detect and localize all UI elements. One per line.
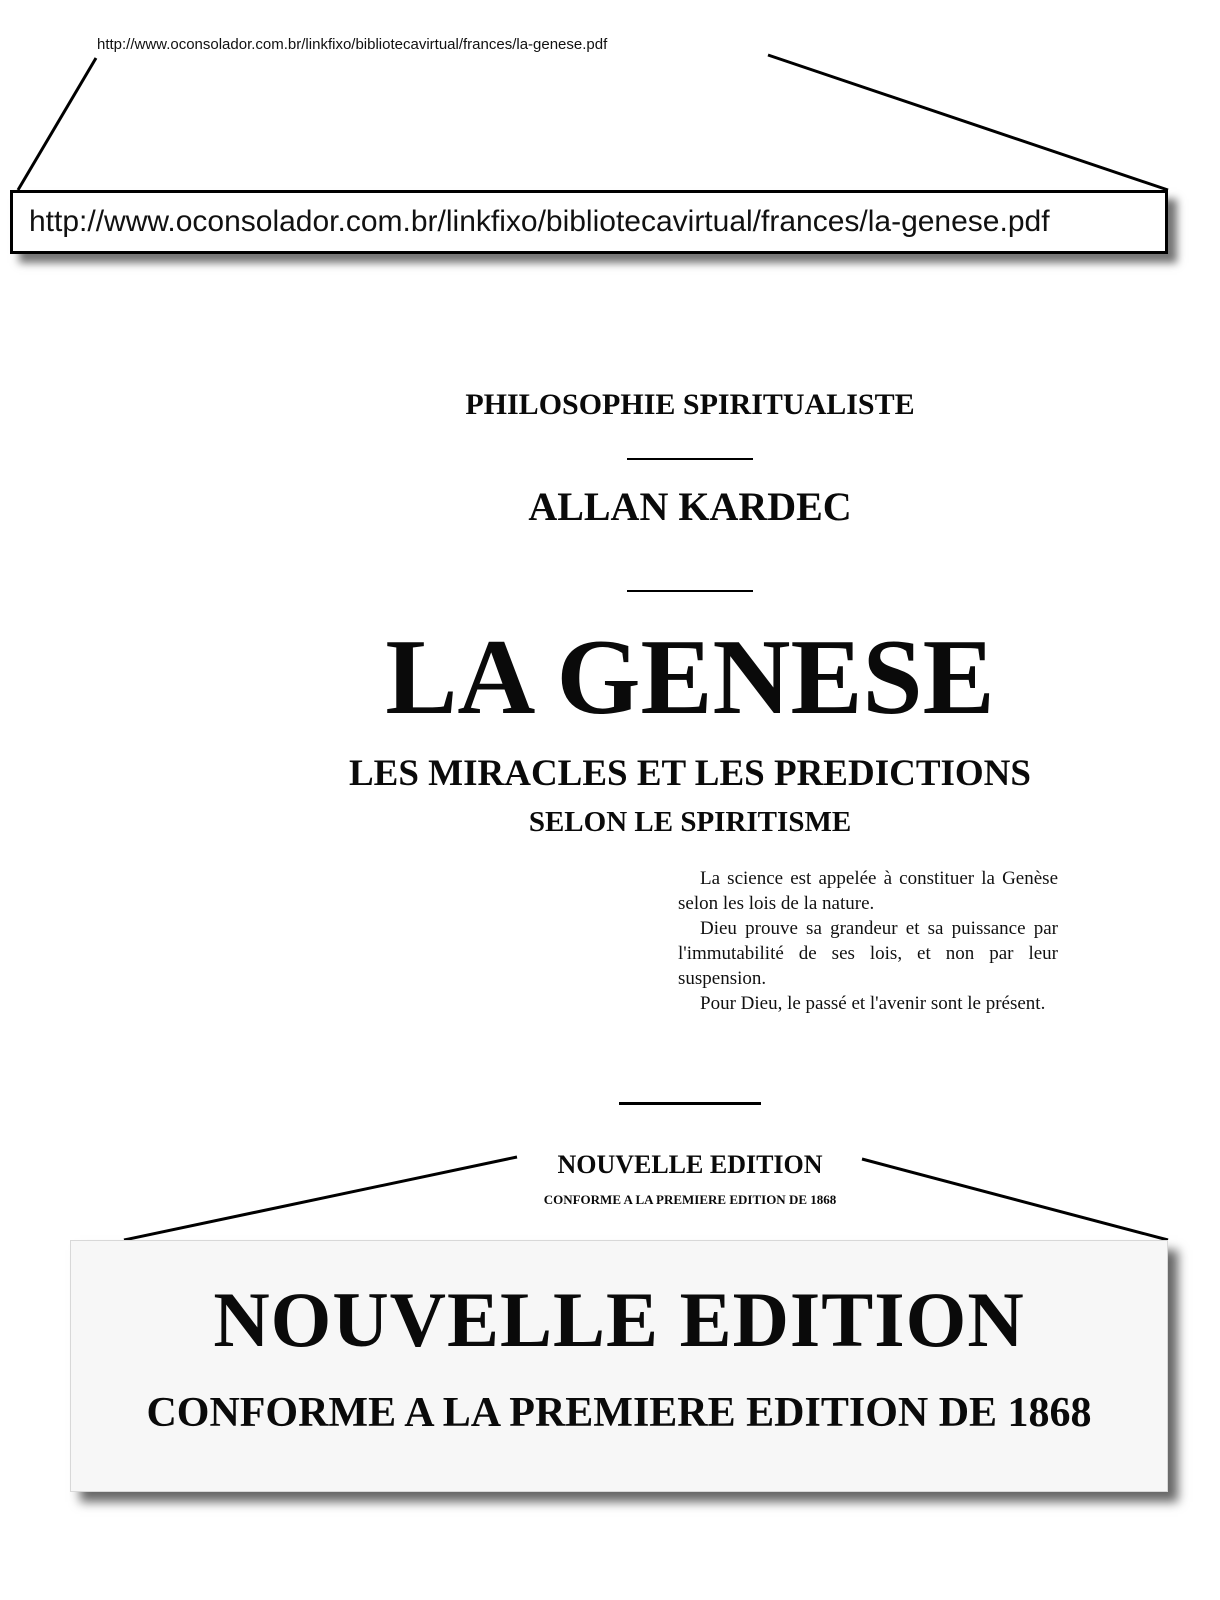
series-heading: PHILOSOPHIE SPIRITUALISTE bbox=[465, 388, 915, 421]
url-connector-right bbox=[768, 55, 1168, 190]
book-subtitle-line1: LES MIRACLES ET LES PREDICTIONS bbox=[349, 753, 1031, 794]
epigraph-paragraph: La science est appelée à constituer la Genèse selon les lois de la nature. bbox=[678, 868, 1058, 914]
edition-zoomed-subtitle: CONFORME A LA PREMIERE EDITION DE 1868 bbox=[146, 1390, 1092, 1436]
source-url-small: http://www.oconsolador.com.br/linkfixo/bibliotecavirtual/frances/la-genese.pdf bbox=[97, 36, 608, 53]
edition-zoom-callout bbox=[70, 1240, 1168, 1492]
book-title: LA GENESE bbox=[385, 618, 995, 737]
edition-zoomed-title: NOUVELLE EDITION bbox=[213, 1276, 1025, 1363]
source-url-zoom-callout bbox=[10, 190, 1168, 254]
url-connector-left bbox=[18, 58, 96, 190]
rule-divider bbox=[627, 590, 753, 592]
epigraph bbox=[678, 866, 1058, 1016]
book-subtitle-line2: SELON LE SPIRITISME bbox=[528, 806, 852, 838]
edition-note: CONFORME A LA PREMIERE EDITION DE 1868 bbox=[543, 1192, 837, 1207]
source-url-zoomed: http://www.oconsolador.com.br/linkfixo/bibliotecavirtual/frances/la-genese.pdf bbox=[29, 205, 1050, 238]
edition-label: NOUVELLE EDITION bbox=[557, 1150, 823, 1179]
author-name: ALLAN KARDEC bbox=[528, 484, 852, 529]
epigraph-paragraph: Dieu prouve sa grandeur et sa puissance par l'immutabilité de ses lois, et non par leur suspension. bbox=[678, 918, 1058, 989]
rule-divider bbox=[627, 458, 753, 460]
epigraph-paragraph: Pour Dieu, le passé et l'avenir sont le présent. bbox=[700, 993, 1046, 1014]
rule-divider bbox=[619, 1102, 761, 1105]
